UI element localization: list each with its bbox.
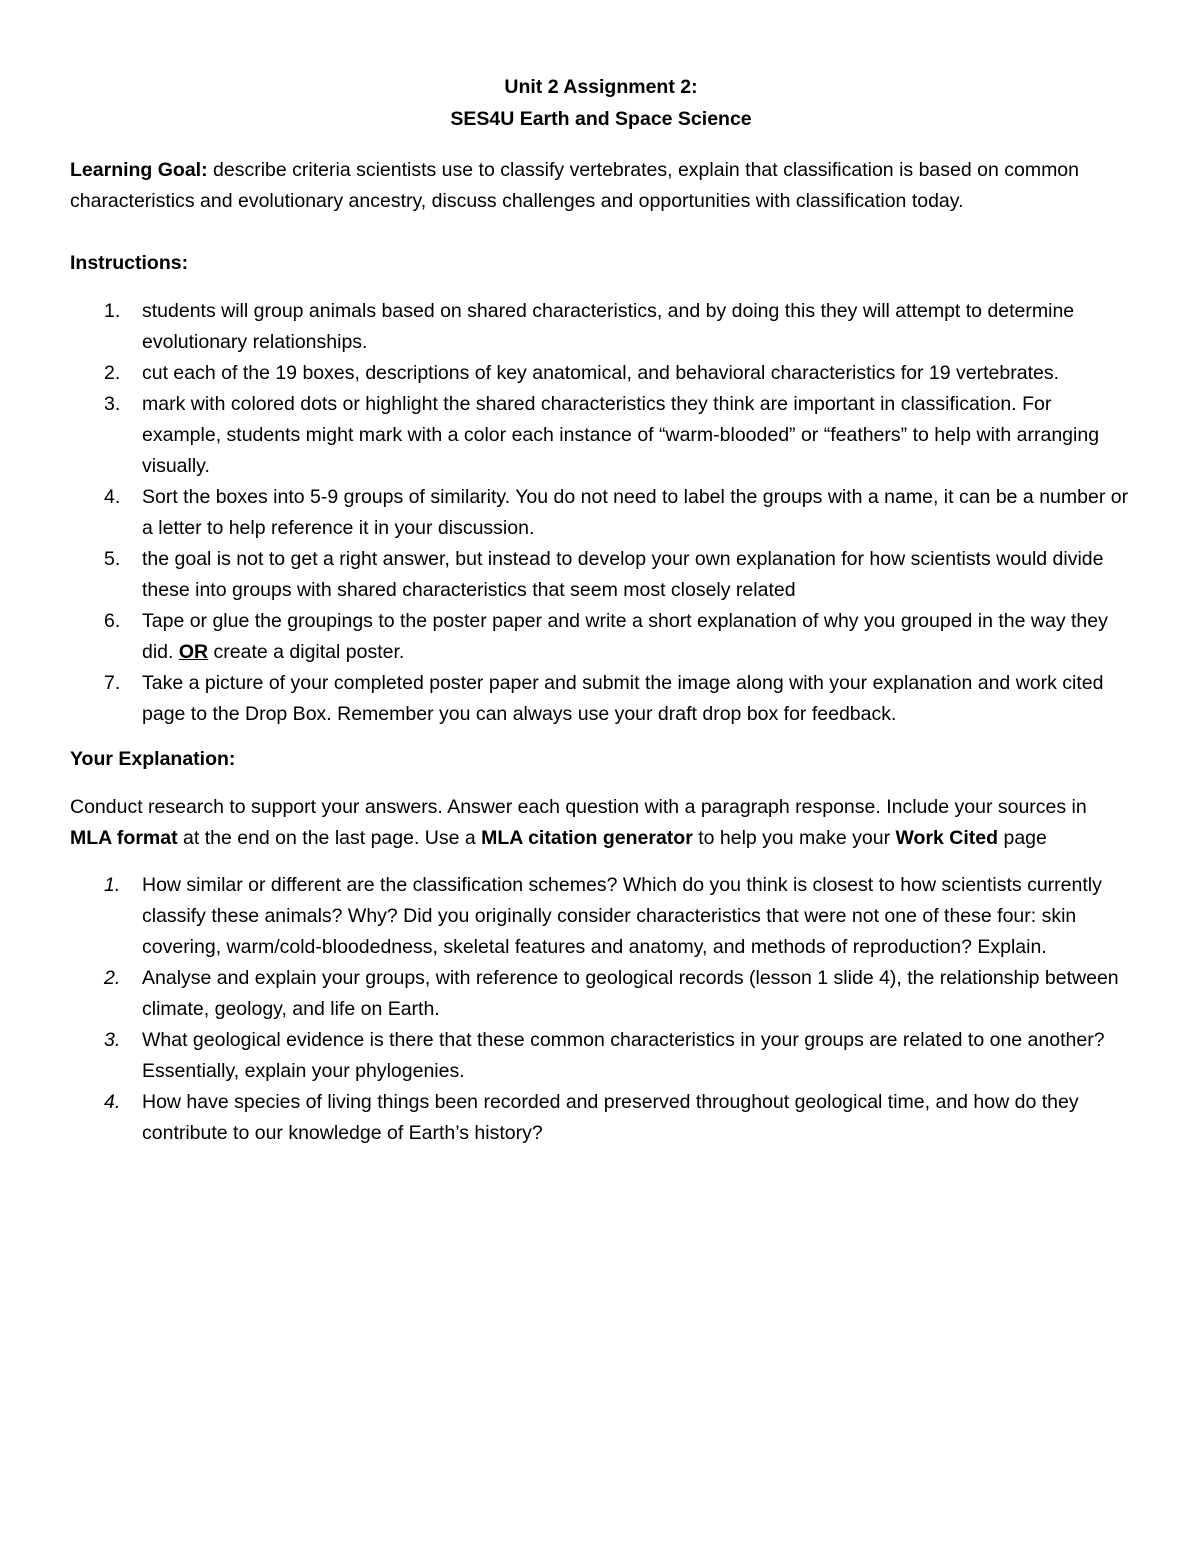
course-title: SES4U Earth and Space Science [450,108,752,130]
question-number: 2. [104,967,121,989]
questions-list [70,870,1132,1149]
question-number: 1. [104,874,121,896]
learning-goal-text: describe criteria scientists use to classify vertebrates, explain that classification is based on common characteristics and evolutionary ancestry, discuss challenges and opportunities with classification today. [70,159,1079,212]
explanation-text-part: at the end on the last page. Use a [177,827,482,849]
question-item [70,963,1132,1025]
list-item-text: mark with colored dots or highlight the shared characteristics they think are important in classification. For example, students might mark with a color each instance of “warm-blooded” or “feathers” to help with arranging visually. [142,393,1100,477]
document-page [70,71,1132,1149]
work-cited-term: Work Cited [895,827,999,849]
list-number: 7. [104,672,121,694]
explanation-text-part: to help you make your [692,827,896,849]
list-item-text: Tape or glue the groupings to the poster paper and write a short explanation of why you grouped in the way they did. [142,610,1108,663]
question-number: 3. [104,1029,121,1051]
list-number: 4. [104,486,121,508]
list-number: 2. [104,362,121,384]
question-text: How have species of living things been recorded and preserved throughout geological time, and how do they contribute to our knowledge of Earth’s history? [142,1091,1079,1144]
list-item-text: the goal is not to get a right answer, but instead to develop your own explanation for how scientists would divide these into groups with shared characteristics that seem most closely related [142,548,1104,601]
question-item [70,1087,1132,1149]
question-text: Analyse and explain your groups, with reference to geological records (lesson 1 slide 4), the relationship between climate, geology, and life on Earth. [142,967,1119,1020]
question-text: How similar or different are the classification schemes? Which do you think is closest to how scientists currently classify these animals? Why? Did you originally consider characteristics that were not one of these four: skin covering, warm/cold-bloodedness, skeletal features and anatomy, and methods of reproduction? Explain. [142,874,1102,958]
list-item-text-end: create a digital poster. [208,641,405,663]
list-item [70,296,1132,358]
explanation-text-part: Conduct research to support your answers. Answer each question with a paragraph response. Include your sources in [70,796,1087,818]
assignment-title: Unit 2 Assignment 2: [504,76,698,98]
instructions-heading: Instructions: [70,252,189,274]
list-item [70,358,1132,389]
document-header [70,71,1132,135]
learning-goal [70,155,1132,217]
list-item-text: Take a picture of your completed poster paper and submit the image along with your explanation and work cited page to the Drop Box. Remember you can always use your draft drop box for feedback. [142,672,1104,725]
list-number: 5. [104,548,121,570]
or-emphasis: OR [178,641,209,663]
list-item-text: Sort the boxes into 5-9 groups of similarity. You do not need to label the groups with a name, it can be a number or a letter to help reference it in your discussion. [142,486,1129,539]
list-item [70,606,1132,668]
list-item [70,389,1132,482]
explanation-heading: Your Explanation: [70,748,236,770]
explanation-text-part: page [998,827,1047,849]
list-item [70,482,1132,544]
instructions-list [70,296,1132,730]
list-item-text: cut each of the 19 boxes, descriptions of key anatomical, and behavioral characteristics for 19 vertebrates. [142,362,1059,384]
question-item [70,870,1132,963]
mla-generator-term: MLA citation generator [481,827,693,849]
list-number: 1. [104,300,121,322]
explanation-paragraph [70,792,1132,854]
list-item-text: students will group animals based on shared characteristics, and by doing this they will attempt to determine evolutionary relationships. [142,300,1075,353]
list-item [70,668,1132,730]
question-text: What geological evidence is there that these common characteristics in your groups are related to one another? Essentially, explain your phylogenies. [142,1029,1105,1082]
list-number: 3. [104,393,121,415]
list-item [70,544,1132,606]
question-item [70,1025,1132,1087]
learning-goal-label: Learning Goal: [70,159,208,181]
mla-format-term: MLA format [70,827,178,849]
list-number: 6. [104,610,121,632]
question-number: 4. [104,1091,121,1113]
